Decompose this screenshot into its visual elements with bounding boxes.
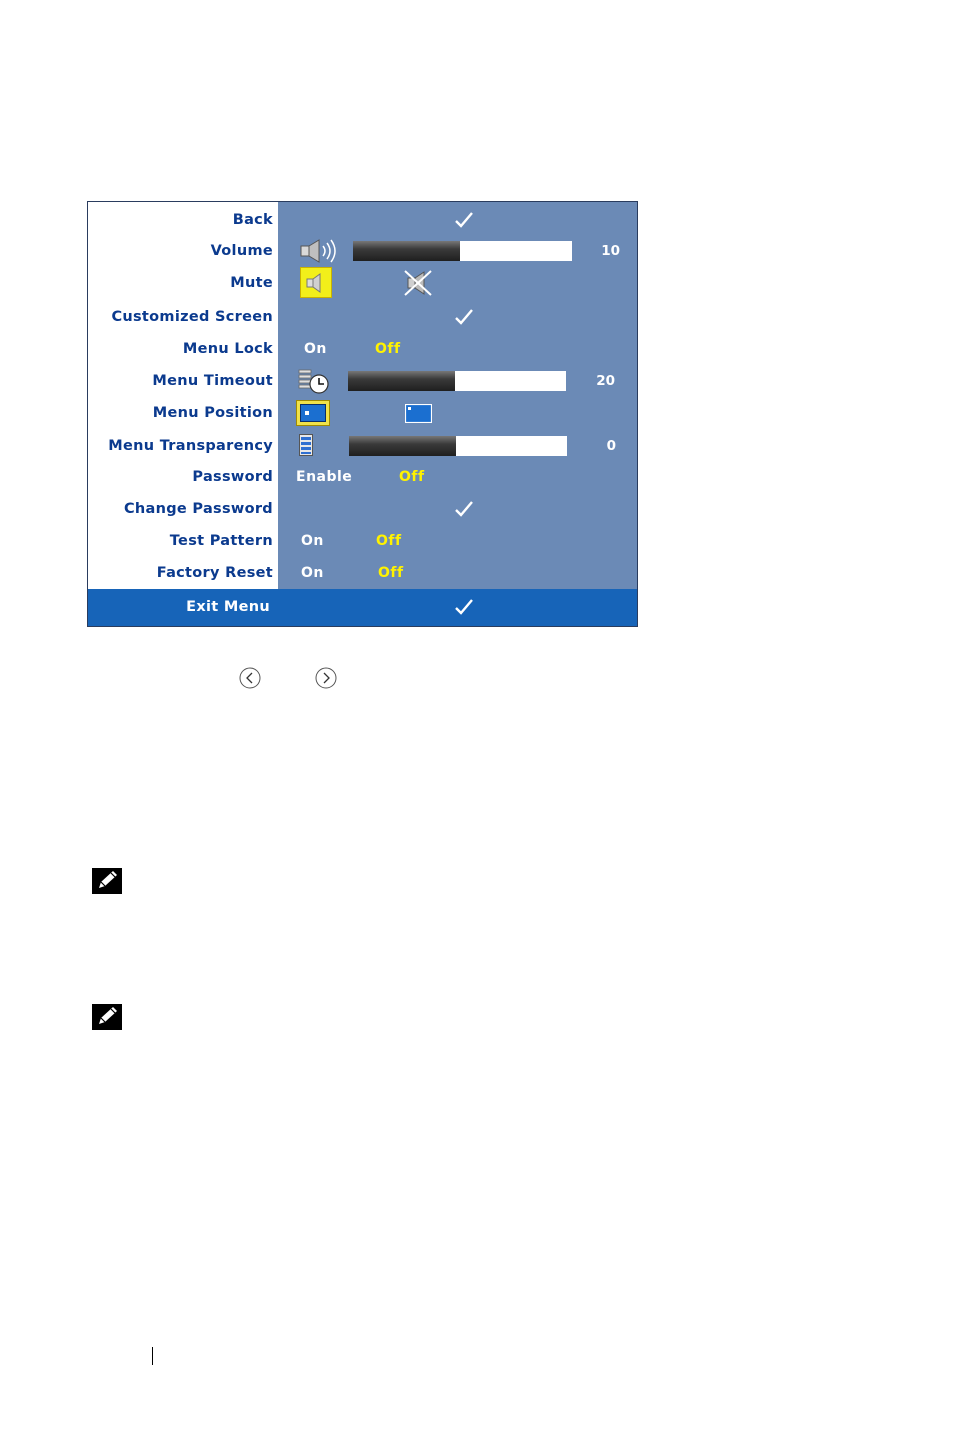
menu-label: Exit Menu <box>186 599 270 615</box>
menu-row-exit-menu[interactable] <box>88 589 637 626</box>
menu-row-menu-timeout[interactable] <box>88 365 638 397</box>
menu-timeout-slider[interactable] <box>348 371 566 391</box>
test-pattern-on-option[interactable]: On <box>301 533 324 549</box>
menu-label: Password <box>192 469 273 485</box>
menu-row-customized-screen[interactable] <box>88 301 638 333</box>
speaker-muted-icon[interactable] <box>402 268 434 298</box>
menu-label: Factory Reset <box>156 565 273 581</box>
checkmark-icon[interactable] <box>454 210 474 230</box>
menu-label: Change Password <box>123 501 273 517</box>
menu-lock-on-option[interactable]: On <box>304 341 327 357</box>
menu-row-menu-transparency[interactable] <box>88 430 638 462</box>
menu-row-mute[interactable] <box>88 266 638 300</box>
menu-clock-icon <box>298 367 330 395</box>
menu-label: Menu Timeout <box>152 373 273 389</box>
speaker-icon <box>305 273 327 293</box>
menu-row-password[interactable] <box>88 461 638 493</box>
slider-fill <box>349 436 456 456</box>
menu-transparency-value: 0 <box>606 438 616 454</box>
note-pencil-icon <box>92 1004 122 1030</box>
checkmark-icon[interactable] <box>454 307 474 327</box>
password-enable-option[interactable]: Enable <box>296 469 353 485</box>
menu-row-menu-position[interactable] <box>88 397 638 431</box>
menu-label: Back <box>232 212 273 228</box>
menu-label: Volume <box>210 243 273 259</box>
menu-lock-off-option[interactable]: Off <box>375 341 401 357</box>
menu-row-factory-reset[interactable] <box>88 557 638 589</box>
menu-row-change-password[interactable] <box>88 493 638 525</box>
note-pencil-icon <box>92 868 122 894</box>
menu-row-back[interactable] <box>88 204 638 236</box>
speaker-volume-icon <box>299 238 339 264</box>
footer-divider <box>152 1347 153 1365</box>
menu-label: Menu Lock <box>182 341 273 357</box>
volume-slider[interactable] <box>353 241 572 261</box>
menu-label: Customized Screen <box>111 309 273 325</box>
menu-label: Mute <box>230 275 273 291</box>
slider-fill <box>353 241 460 261</box>
menu-row-volume[interactable] <box>88 235 638 267</box>
factory-reset-off-option[interactable]: Off <box>378 565 404 581</box>
osd-menu-panel <box>87 201 638 627</box>
menu-row-menu-lock[interactable] <box>88 333 638 365</box>
checkmark-icon[interactable] <box>454 597 474 617</box>
menu-row-test-pattern[interactable] <box>88 525 638 557</box>
left-arrow-icon[interactable] <box>239 667 261 689</box>
password-off-option[interactable]: Off <box>399 469 425 485</box>
right-arrow-icon[interactable] <box>315 667 337 689</box>
menu-top-left-icon[interactable] <box>405 404 432 423</box>
factory-reset-on-option[interactable]: On <box>301 565 324 581</box>
menu-label: Menu Position <box>152 405 273 421</box>
menu-transparency-slider[interactable] <box>349 436 567 456</box>
menu-center-icon <box>300 404 326 422</box>
menu-label: Test Pattern <box>169 533 273 549</box>
menu-label: Menu Transparency <box>108 438 273 454</box>
menu-position-center-option[interactable] <box>296 400 330 426</box>
slider-fill <box>348 371 455 391</box>
volume-value: 10 <box>601 243 620 259</box>
checkmark-icon[interactable] <box>454 499 474 519</box>
menu-timeout-value: 20 <box>596 373 615 389</box>
menu-transparency-icon <box>299 434 313 456</box>
mute-off-option[interactable] <box>300 267 332 298</box>
test-pattern-off-option[interactable]: Off <box>376 533 402 549</box>
